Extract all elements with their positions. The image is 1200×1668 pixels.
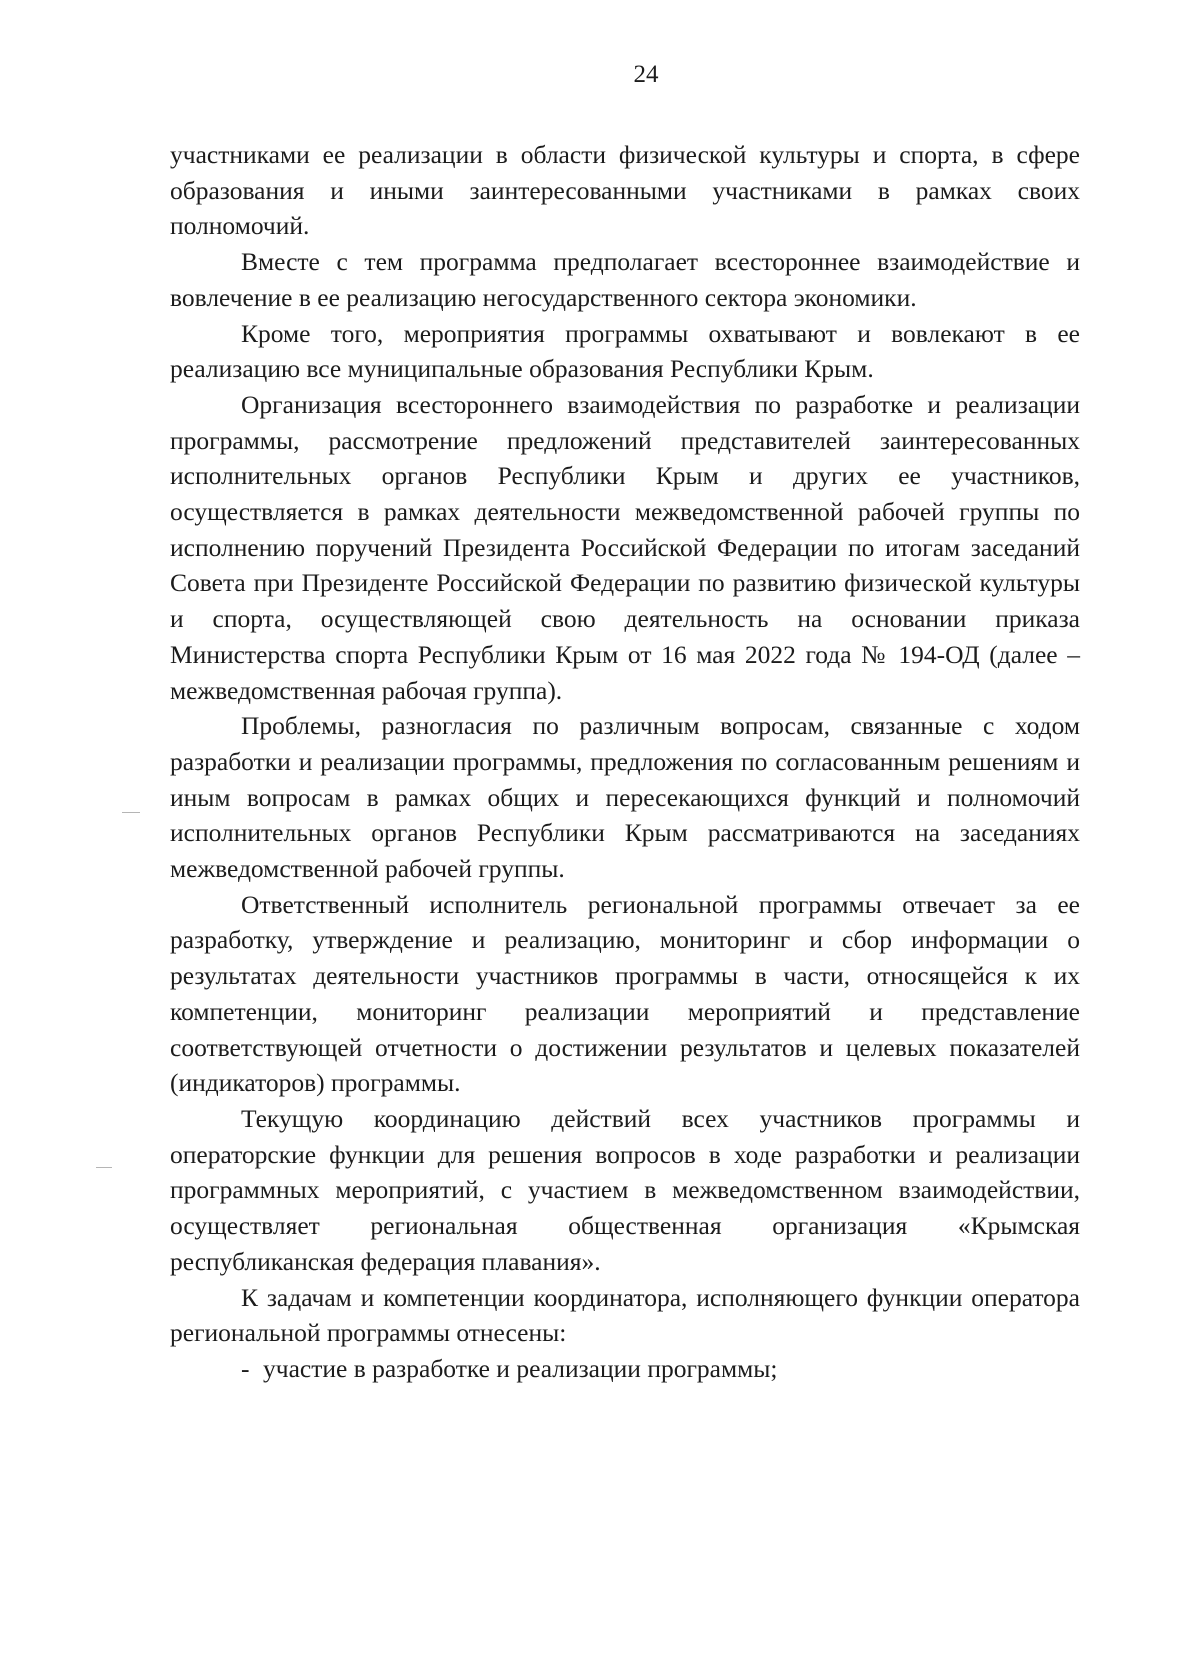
paragraph: Проблемы, разногласия по различным вопросам, связанные с ходом разработки и реализации программы, предложения по согласованным решениям и иным вопросам в рамках общих и пересекающихся функций и полномочий исполнительных органов Республики Крым рассматриваются на заседаниях межведомственной рабочей группы. <box>170 711 1080 884</box>
paragraph: Текущую координацию действий всех участников программы и операторские функции для решения вопросов в ходе разработки и реализации программных мероприятий, с участием в межведомственном взаимодействии, осуществляет региональная общественная организация «Крымская республиканская федерация плавания». <box>170 1103 1080 1276</box>
scan-artifact-mark <box>122 812 140 813</box>
list-item <box>170 1351 1080 1387</box>
document-body <box>170 137 1080 1387</box>
list-item-text: участие в разработке и реализации программы; <box>263 1353 778 1383</box>
paragraph-continuation: участниками ее реализации в области физической культуры и спорта, в сфере образования и иными заинтересованными участниками в рамках своих полномочий. <box>170 140 1080 241</box>
paragraph: Вместе с тем программа предполагает всестороннее взаимодействие и вовлечение в ее реализацию негосударственного сектора экономики. <box>170 247 1080 312</box>
paragraph: Кроме того, мероприятия программы охватывают и вовлекают в ее реализацию все муниципальные образования Республики Крым. <box>170 318 1080 384</box>
page-number: 24 <box>633 61 659 88</box>
paragraph: К задачам и компетенции координатора, исполняющего функции оператора региональной программы отнесены: <box>170 1282 1080 1348</box>
paragraph: Ответственный исполнитель региональной программы отвечает за ее разработку, утверждение и реализацию, мониторинг и сбор информации о результатах деятельности участников программы в части, относящейся к их компетенции, мониторинг реализации мероприятий и представление соответствующей отчетности о достижении результатов и целевых показателей (индикаторов) программы. <box>170 889 1080 1098</box>
paragraph: Организация всестороннего взаимодействия по разработке и реализации программы, рассмотрение предложений представителей заинтересованных исполнительных органов Республики Крым и других ее участников, осуществляется в рамках деятельности межведомственной рабочей группы по исполнению поручений Президента Российской Федерации по итогам заседаний Совета при Президенте Российской Федерации по развитию физической культуры и спорта, осуществляющей свою деятельность на основании приказа Министерства спорта Республики Крым от 16 мая 2022 года № 194-ОД (далее – межведомственная рабочая группа). <box>170 389 1080 705</box>
list-dash-marker: - <box>241 1353 250 1383</box>
scan-artifact-mark <box>96 1167 112 1168</box>
